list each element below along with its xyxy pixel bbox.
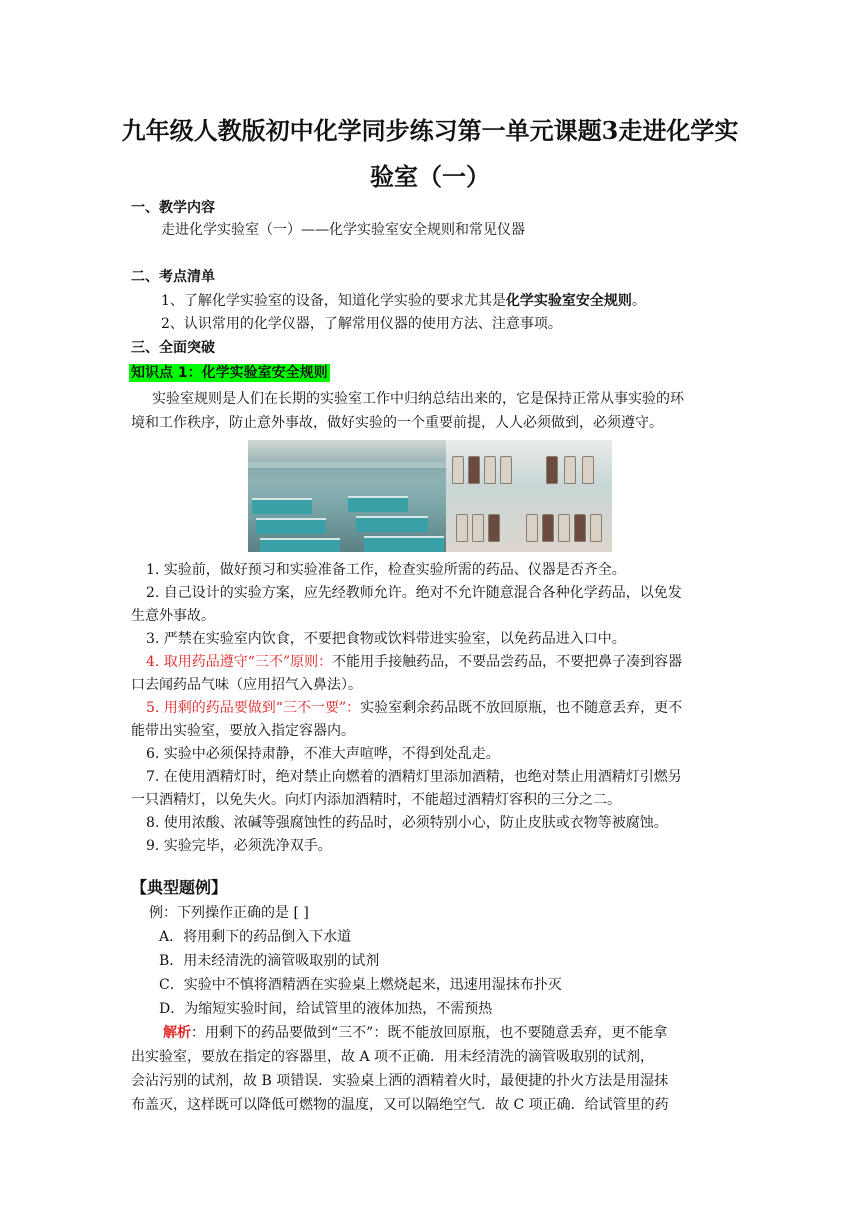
rule-2-line-1: 2. 自己设计的实验方案，应先经教师允许。绝对不允许随意混合各种化学药品，以免发: [146, 585, 682, 601]
option-a: A．将用剩下的药品倒入下水道: [159, 929, 352, 945]
rule-4-line-1: [146, 651, 682, 673]
laboratory-photo: [248, 440, 612, 552]
title-line-1: 九年级人教版初中化学同步练习第一单元课题3走进化学实: [121, 116, 739, 145]
rule-4-emphasis: 4. 取用药品遵守“三不”原则：: [146, 654, 333, 670]
section-2-item-1: [161, 290, 646, 312]
rule-7-line-1: 7. 在使用酒精灯时，绝对禁止向燃着的酒精灯里添加酒精，也绝对禁止用酒精灯引燃另: [146, 769, 682, 785]
rule-5-text: 实验室剩余药品既不放回原瓶，也不随意丢弃，更不: [360, 700, 683, 716]
analysis-line-3: 会沾污别的试剂，故 B 项错误．实验桌上洒的酒精着火时，最便捷的扑火方法是用湿抹: [131, 1073, 669, 1089]
rule-4-line-2: 口去闻药品气味（应用招气入鼻法）。: [131, 677, 362, 693]
section-2-item-2: 2、认识常用的化学仪器，了解常用仪器的使用方法、注意事项。: [161, 316, 562, 332]
rule-7-line-2: 一只酒精灯，以免失火。向灯内添加酒精时，不能超过酒精灯容积的三分之二。: [131, 792, 621, 808]
item-1-emphasis: 化学实验室安全规则: [505, 293, 632, 309]
section-1-heading: 一、教学内容: [131, 200, 215, 216]
rule-4-text: 不能用手接触药品，不要品尝药品，不要把鼻子凑到容器: [332, 654, 683, 670]
rule-3: 3. 严禁在实验室内饮食，不要把食物或饮料带进实验室，以免药品进入口中。: [146, 631, 626, 647]
example-heading: 【典型题例】: [131, 878, 228, 897]
option-d: D．为缩短实验时间，给试管里的液体加热，不需预热: [159, 1001, 493, 1017]
highlighted-label: 知识点 1：化学实验室安全规则: [131, 365, 328, 381]
rule-5-line-1: [146, 697, 682, 719]
rule-2-line-2: 生意外事故。: [131, 608, 215, 624]
option-b: B．用未经清洗的滴管吸取别的试剂: [159, 953, 380, 969]
title-line-2: 验室（一）: [370, 162, 490, 191]
rule-5-emphasis: 5. 用剩的药品要做到“三不一要”：: [146, 700, 361, 716]
analysis-line-4: 布盖灭，这样既可以降低可燃物的温度，又可以隔绝空气．故 C 项正确．给试管里的药: [131, 1097, 669, 1113]
intro-line-1: 实验室规则是人们在长期的实验室工作中归纳总结出来的，它是保持正常从事实验的环: [152, 391, 684, 407]
rule-6: 6. 实验中必须保持肃静，不准大声喧哗，不得到处乱走。: [146, 746, 500, 762]
section-3-heading: 三、全面突破: [131, 340, 215, 356]
analysis-label: 解析: [163, 1025, 191, 1041]
intro-line-2: 境和工作秩序，防止意外事故，做好实验的一个重要前提，人人必须做到，必须遵守。: [131, 415, 663, 431]
example-question: 例：下列操作正确的是 [ ]: [149, 905, 309, 921]
section-1-text: 走进化学实验室（一）——化学实验室安全规则和常见仪器: [161, 222, 525, 238]
analysis-line-1: [163, 1022, 667, 1044]
document-title: [120, 108, 740, 200]
knowledge-point-1-label: [129, 362, 330, 384]
rule-9: 9. 实验完毕，必须洗净双手。: [146, 838, 332, 854]
option-c: C．实验中不慎将酒精洒在实验桌上燃烧起来，迅速用湿抹布扑灭: [159, 977, 562, 993]
section-2-heading: 二、考点清单: [131, 269, 215, 285]
rule-8: 8. 使用浓酸、浓碱等强腐蚀性的药品时，必须特别小心，防止皮肤或衣物等被腐蚀。: [146, 815, 668, 831]
rule-5-line-2: 能带出实验室，要放入指定容器内。: [131, 723, 355, 739]
item-1-end: 。: [631, 293, 646, 309]
item-1-text: 1、了解化学实验室的设备，知道化学实验的要求尤其是: [161, 293, 506, 309]
analysis-text-1: ：用剩下的药品要做到“三不”：既不能放回原瓶，也不要随意丢弃，更不能拿: [191, 1025, 668, 1041]
rule-1: 1. 实验前，做好预习和实验准备工作，检查实验所需的药品、仪器是否齐全。: [146, 562, 626, 578]
analysis-line-2: 出实验室，要放在指定的容器里，故 A 项不正确．用未经清洗的滴管吸取别的试剂，: [131, 1049, 655, 1065]
